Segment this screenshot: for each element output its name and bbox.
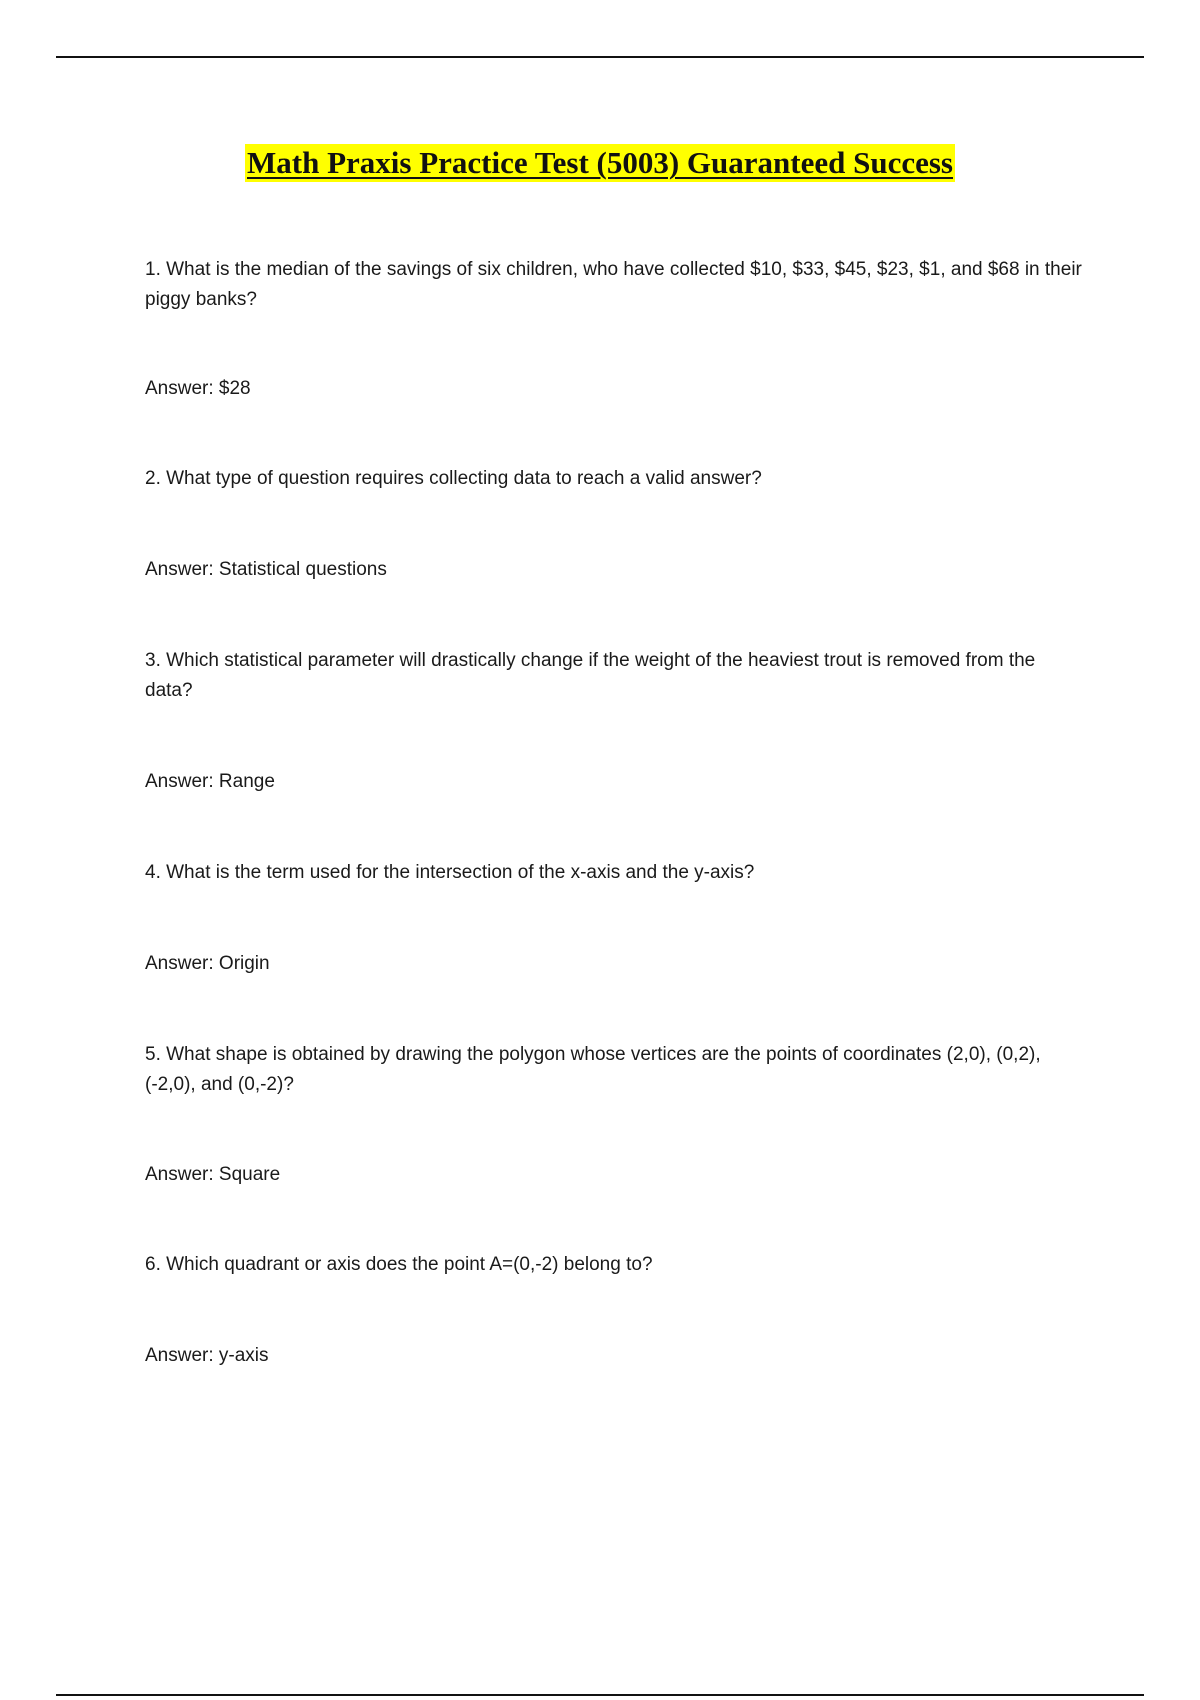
question-4: 4. What is the term used for the intersection of the x-axis and the y-axis?	[145, 862, 755, 883]
question-5: 5. What shape is obtained by drawing the polygon whose vertices are the points of coordinates (2,0), (0,2), (-2,0), and (0,-2)?	[145, 1044, 1041, 1095]
question-3: 3. Which statistical parameter will drastically change if the weight of the heaviest trout is removed from the data?	[145, 650, 1036, 701]
document-title: Math Praxis Practice Test (5003) Guaranteed Success	[247, 145, 953, 180]
answer-6: Answer: y-axis	[145, 1345, 269, 1366]
question-2: 2. What type of question requires collecting data to reach a valid answer?	[145, 468, 762, 489]
question-1: 1. What is the median of the savings of six children, who have collected $10, $33, $45, $23, $1, and $68 in their piggy banks?	[145, 259, 1082, 310]
answer-4: Answer: Origin	[145, 953, 270, 974]
footer-rule	[56, 1694, 1144, 1696]
answer-3: Answer: Range	[145, 771, 275, 792]
answer-1: Answer: $28	[145, 378, 251, 399]
answer-2: Answer: Statistical questions	[145, 559, 387, 580]
answer-5: Answer: Square	[145, 1164, 281, 1185]
title-container	[0, 144, 1200, 182]
question-6: 6. Which quadrant or axis does the point A=(0,-2) belong to?	[145, 1254, 653, 1275]
header-rule	[56, 56, 1144, 58]
